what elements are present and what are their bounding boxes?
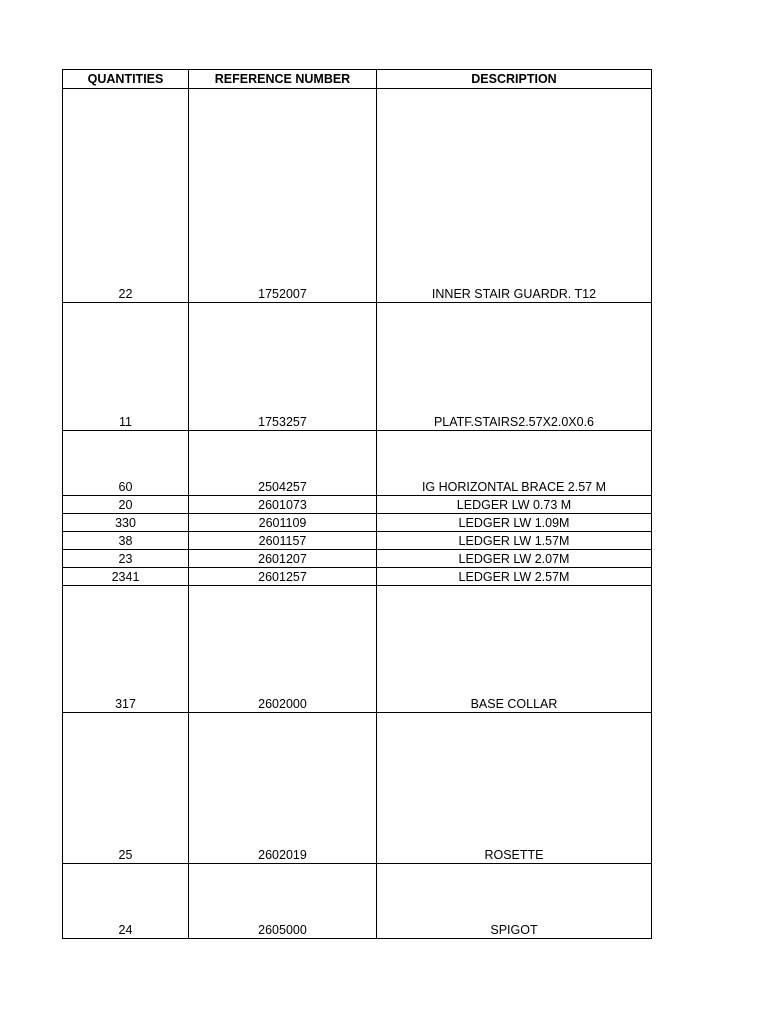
cell-description: SPIGOT (377, 864, 652, 939)
cell-quantity: 22 (63, 89, 189, 303)
table-row (63, 496, 652, 514)
table-row (63, 514, 652, 532)
cell-quantity: 330 (63, 514, 189, 532)
cell-quantity: 20 (63, 496, 189, 514)
cell-reference-number: 2601207 (189, 550, 377, 568)
table-body (63, 89, 652, 939)
table-row (63, 431, 652, 496)
cell-reference-number: 2601257 (189, 568, 377, 586)
header-description: DESCRIPTION (377, 70, 652, 89)
cell-reference-number: 1753257 (189, 303, 377, 431)
table-row (63, 532, 652, 550)
header-quantities: QUANTITIES (63, 70, 189, 89)
cell-quantity: 25 (63, 713, 189, 864)
table-row (63, 568, 652, 586)
cell-description: LEDGER LW 2.07M (377, 550, 652, 568)
cell-description: IG HORIZONTAL BRACE 2.57 M (377, 431, 652, 496)
cell-reference-number: 2602019 (189, 713, 377, 864)
table-row (63, 303, 652, 431)
cell-reference-number: 2605000 (189, 864, 377, 939)
header-row (63, 70, 652, 89)
cell-description: BASE COLLAR (377, 586, 652, 713)
cell-description: ROSETTE (377, 713, 652, 864)
cell-reference-number: 2601157 (189, 532, 377, 550)
cell-description: PLATF.STAIRS2.57X2.0X0.6 (377, 303, 652, 431)
cell-description: LEDGER LW 0.73 M (377, 496, 652, 514)
cell-description: LEDGER LW 1.09M (377, 514, 652, 532)
cell-reference-number: 1752007 (189, 89, 377, 303)
table-row (63, 586, 652, 713)
cell-description: LEDGER LW 1.57M (377, 532, 652, 550)
cell-reference-number: 2504257 (189, 431, 377, 496)
cell-quantity: 60 (63, 431, 189, 496)
header-reference-number: REFERENCE NUMBER (189, 70, 377, 89)
cell-quantity: 38 (63, 532, 189, 550)
cell-quantity: 317 (63, 586, 189, 713)
cell-quantity: 24 (63, 864, 189, 939)
cell-quantity: 2341 (63, 568, 189, 586)
table-row (63, 89, 652, 303)
cell-quantity: 23 (63, 550, 189, 568)
table-row (63, 550, 652, 568)
cell-description: INNER STAIR GUARDR. T12 (377, 89, 652, 303)
parts-table (62, 69, 652, 939)
cell-quantity: 11 (63, 303, 189, 431)
cell-reference-number: 2602000 (189, 586, 377, 713)
cell-reference-number: 2601073 (189, 496, 377, 514)
cell-reference-number: 2601109 (189, 514, 377, 532)
cell-description: LEDGER LW 2.57M (377, 568, 652, 586)
table-header (63, 70, 652, 89)
table-row (63, 864, 652, 939)
table-row (63, 713, 652, 864)
